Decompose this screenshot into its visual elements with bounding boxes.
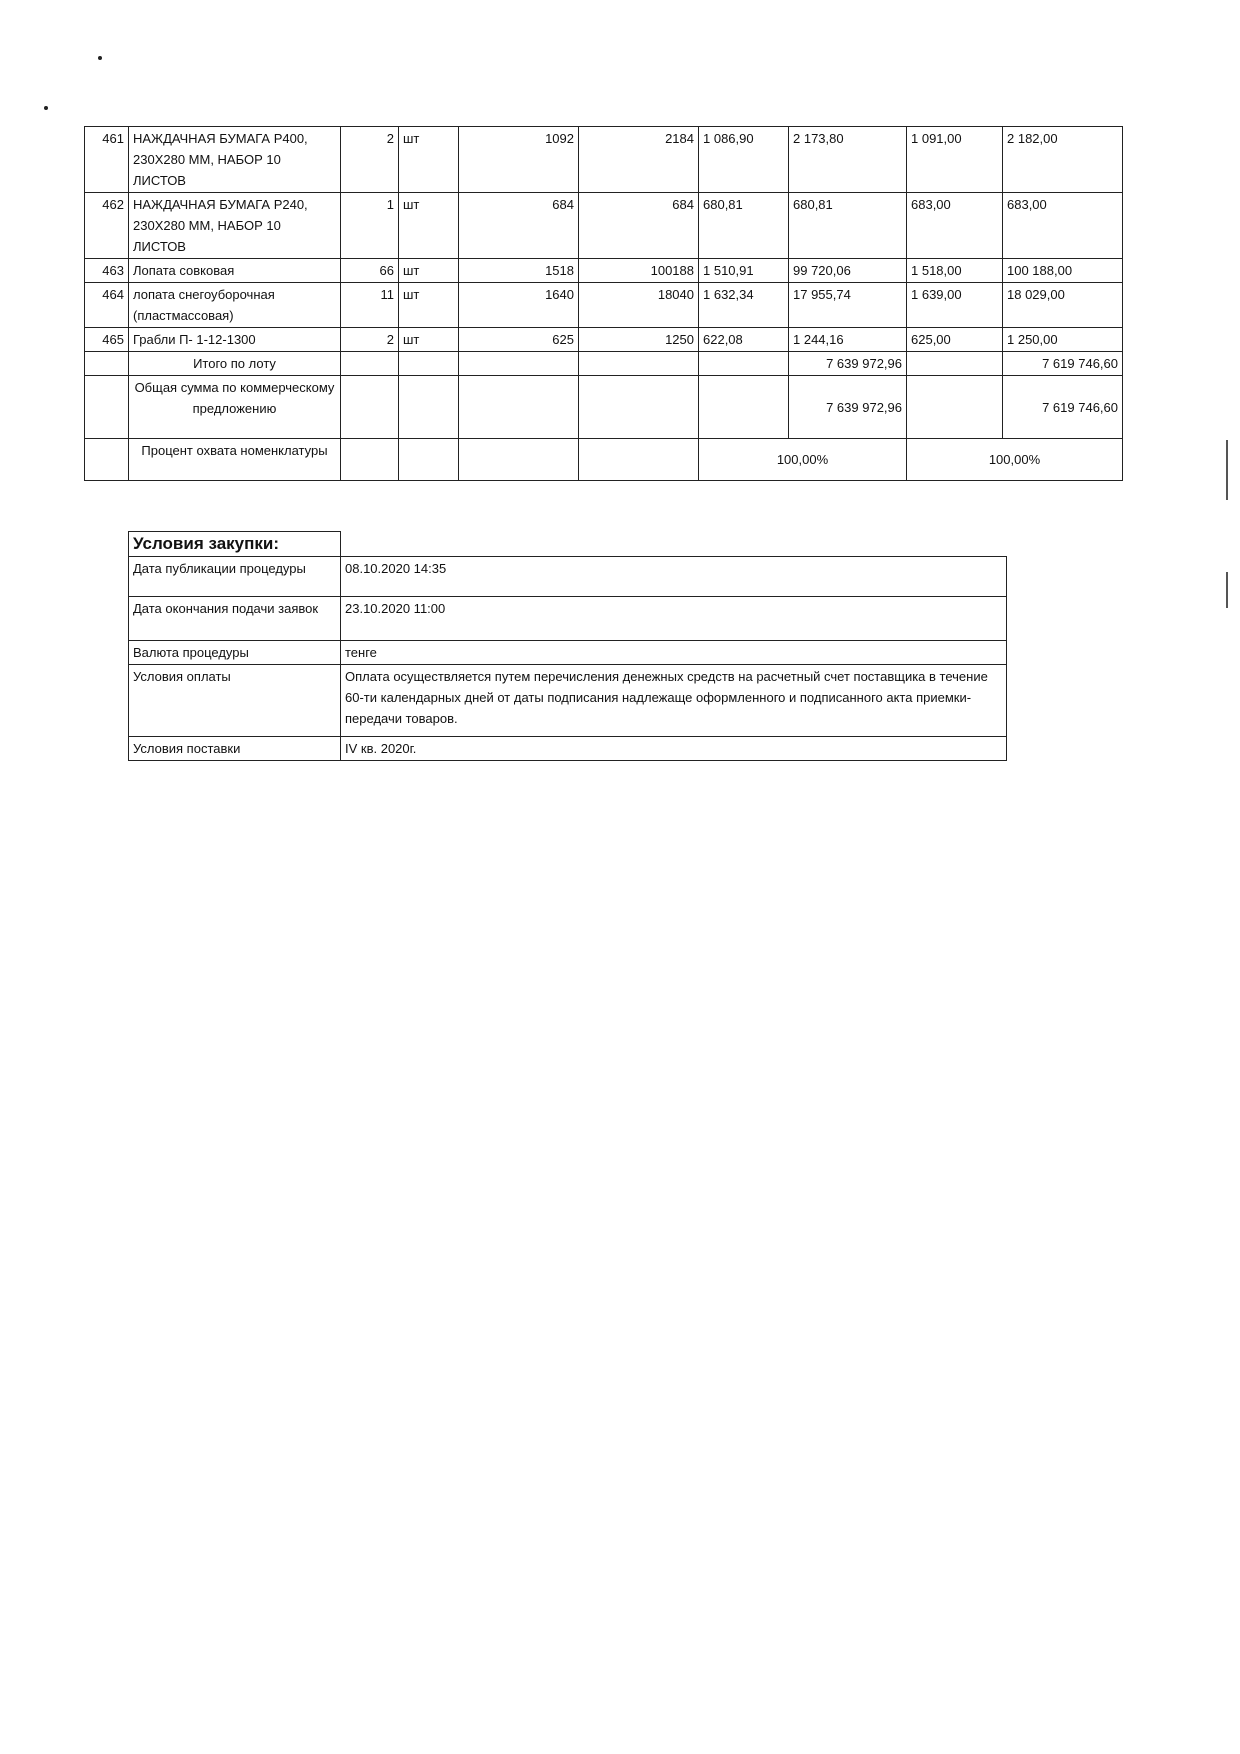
empty-cell: [399, 439, 459, 481]
terms-value: 23.10.2020 11:00: [341, 597, 1007, 641]
supplier1-sum: 2 173,80: [789, 127, 907, 193]
offer-total-label: Общая сумма по коммерческому предложению: [129, 376, 341, 439]
table-row: [85, 283, 1123, 328]
terms-row: [129, 641, 1007, 665]
terms-label: Условия оплаты: [129, 665, 341, 737]
procurement-terms-table: [128, 531, 1007, 761]
row-number: 461: [85, 127, 129, 193]
item-sum: 1250: [579, 328, 699, 352]
terms-label: Условия поставки: [129, 737, 341, 761]
supplier2-price: 625,00: [907, 328, 1003, 352]
terms-row: [129, 597, 1007, 641]
offer-total-row: [85, 376, 1123, 439]
lot-total-supplier2: 7 619 746,60: [1003, 352, 1123, 376]
row-number: 463: [85, 259, 129, 283]
terms-label: Дата публикации процедуры: [129, 557, 341, 597]
item-sum: 2184: [579, 127, 699, 193]
empty-cell: [341, 376, 399, 439]
item-name: лопата снегоуборочная (пластмассовая): [129, 283, 341, 328]
empty-cell: [579, 439, 699, 481]
item-qty: 2: [341, 127, 399, 193]
item-qty: 11: [341, 283, 399, 328]
empty-cell: [699, 376, 789, 439]
terms-row: [129, 557, 1007, 597]
supplier2-price: 1 091,00: [907, 127, 1003, 193]
supplier1-sum: 17 955,74: [789, 283, 907, 328]
terms-heading: Условия закупки:: [129, 532, 341, 557]
row-number: 465: [85, 328, 129, 352]
empty-cell: [907, 376, 1003, 439]
terms-row: [129, 737, 1007, 761]
supplier1-sum: 1 244,16: [789, 328, 907, 352]
coverage-supplier1: 100,00%: [699, 439, 907, 481]
table-row: [85, 193, 1123, 259]
empty-cell: [85, 376, 129, 439]
item-price: 1518: [459, 259, 579, 283]
item-unit: шт: [399, 328, 459, 352]
scan-speck: [98, 56, 102, 60]
item-price: 625: [459, 328, 579, 352]
supplier1-price: 1 510,91: [699, 259, 789, 283]
offer-total-supplier2: 7 619 746,60: [1003, 376, 1123, 439]
empty-cell: [85, 439, 129, 481]
empty-cell: [459, 376, 579, 439]
table-row: [85, 328, 1123, 352]
lot-total-supplier1: 7 639 972,96: [789, 352, 907, 376]
scan-edge-line: [1226, 440, 1228, 500]
supplier2-price: 1 518,00: [907, 259, 1003, 283]
scan-speck: [44, 106, 48, 110]
supplier1-sum: 680,81: [789, 193, 907, 259]
item-name: НАЖДАЧНАЯ БУМАГА Р240, 230Х280 ММ, НАБОР 10 ЛИСТОВ: [129, 193, 341, 259]
terms-value: IV кв. 2020г.: [341, 737, 1007, 761]
item-unit: шт: [399, 283, 459, 328]
empty-cell: [459, 439, 579, 481]
empty-cell: [579, 376, 699, 439]
item-qty: 2: [341, 328, 399, 352]
terms-header-row: [129, 532, 1007, 557]
coverage-label: Процент охвата номенклатуры: [129, 439, 341, 481]
offer-total-supplier1: 7 639 972,96: [789, 376, 907, 439]
item-name: Грабли П- 1-12-1300: [129, 328, 341, 352]
empty-cell: [341, 352, 399, 376]
terms-value: Оплата осуществляется путем перечисления денежных средств на расчетный счет поставщика в течение 60-ти календарных дней от даты подписания надлежаще оформленного и подписанного акта приемки-передачи товаров.: [341, 665, 1007, 737]
supplier1-price: 622,08: [699, 328, 789, 352]
empty-cell: [579, 352, 699, 376]
empty-cell: [459, 352, 579, 376]
supplier1-price: 1 086,90: [699, 127, 789, 193]
terms-label: Валюта процедуры: [129, 641, 341, 665]
supplier2-sum: 100 188,00: [1003, 259, 1123, 283]
items-price-table: [84, 126, 1123, 481]
supplier1-sum: 99 720,06: [789, 259, 907, 283]
empty-cell: [907, 352, 1003, 376]
supplier2-sum: 18 029,00: [1003, 283, 1123, 328]
supplier2-price: 683,00: [907, 193, 1003, 259]
empty-cell: [399, 376, 459, 439]
supplier2-sum: 2 182,00: [1003, 127, 1123, 193]
item-sum: 100188: [579, 259, 699, 283]
item-price: 1640: [459, 283, 579, 328]
coverage-supplier2: 100,00%: [907, 439, 1123, 481]
terms-label: Дата окончания подачи заявок: [129, 597, 341, 641]
item-unit: шт: [399, 259, 459, 283]
supplier1-price: 1 632,34: [699, 283, 789, 328]
supplier2-sum: 1 250,00: [1003, 328, 1123, 352]
item-price: 684: [459, 193, 579, 259]
item-name: НАЖДАЧНАЯ БУМАГА Р400, 230Х280 ММ, НАБОР 10 ЛИСТОВ: [129, 127, 341, 193]
table-row: [85, 259, 1123, 283]
table-row: [85, 127, 1123, 193]
empty-cell: [341, 532, 1007, 557]
row-number: 464: [85, 283, 129, 328]
item-sum: 684: [579, 193, 699, 259]
item-sum: 18040: [579, 283, 699, 328]
empty-cell: [699, 352, 789, 376]
terms-value: 08.10.2020 14:35: [341, 557, 1007, 597]
empty-cell: [85, 352, 129, 376]
terms-row: [129, 665, 1007, 737]
lot-total-row: [85, 352, 1123, 376]
item-qty: 1: [341, 193, 399, 259]
lot-total-label: Итого по лоту: [129, 352, 341, 376]
empty-cell: [399, 352, 459, 376]
terms-value: тенге: [341, 641, 1007, 665]
item-unit: шт: [399, 127, 459, 193]
scan-edge-line: [1226, 572, 1228, 608]
supplier1-price: 680,81: [699, 193, 789, 259]
item-price: 1092: [459, 127, 579, 193]
coverage-row: [85, 439, 1123, 481]
empty-cell: [341, 439, 399, 481]
row-number: 462: [85, 193, 129, 259]
item-unit: шт: [399, 193, 459, 259]
supplier2-price: 1 639,00: [907, 283, 1003, 328]
item-qty: 66: [341, 259, 399, 283]
item-name: Лопата совковая: [129, 259, 341, 283]
supplier2-sum: 683,00: [1003, 193, 1123, 259]
